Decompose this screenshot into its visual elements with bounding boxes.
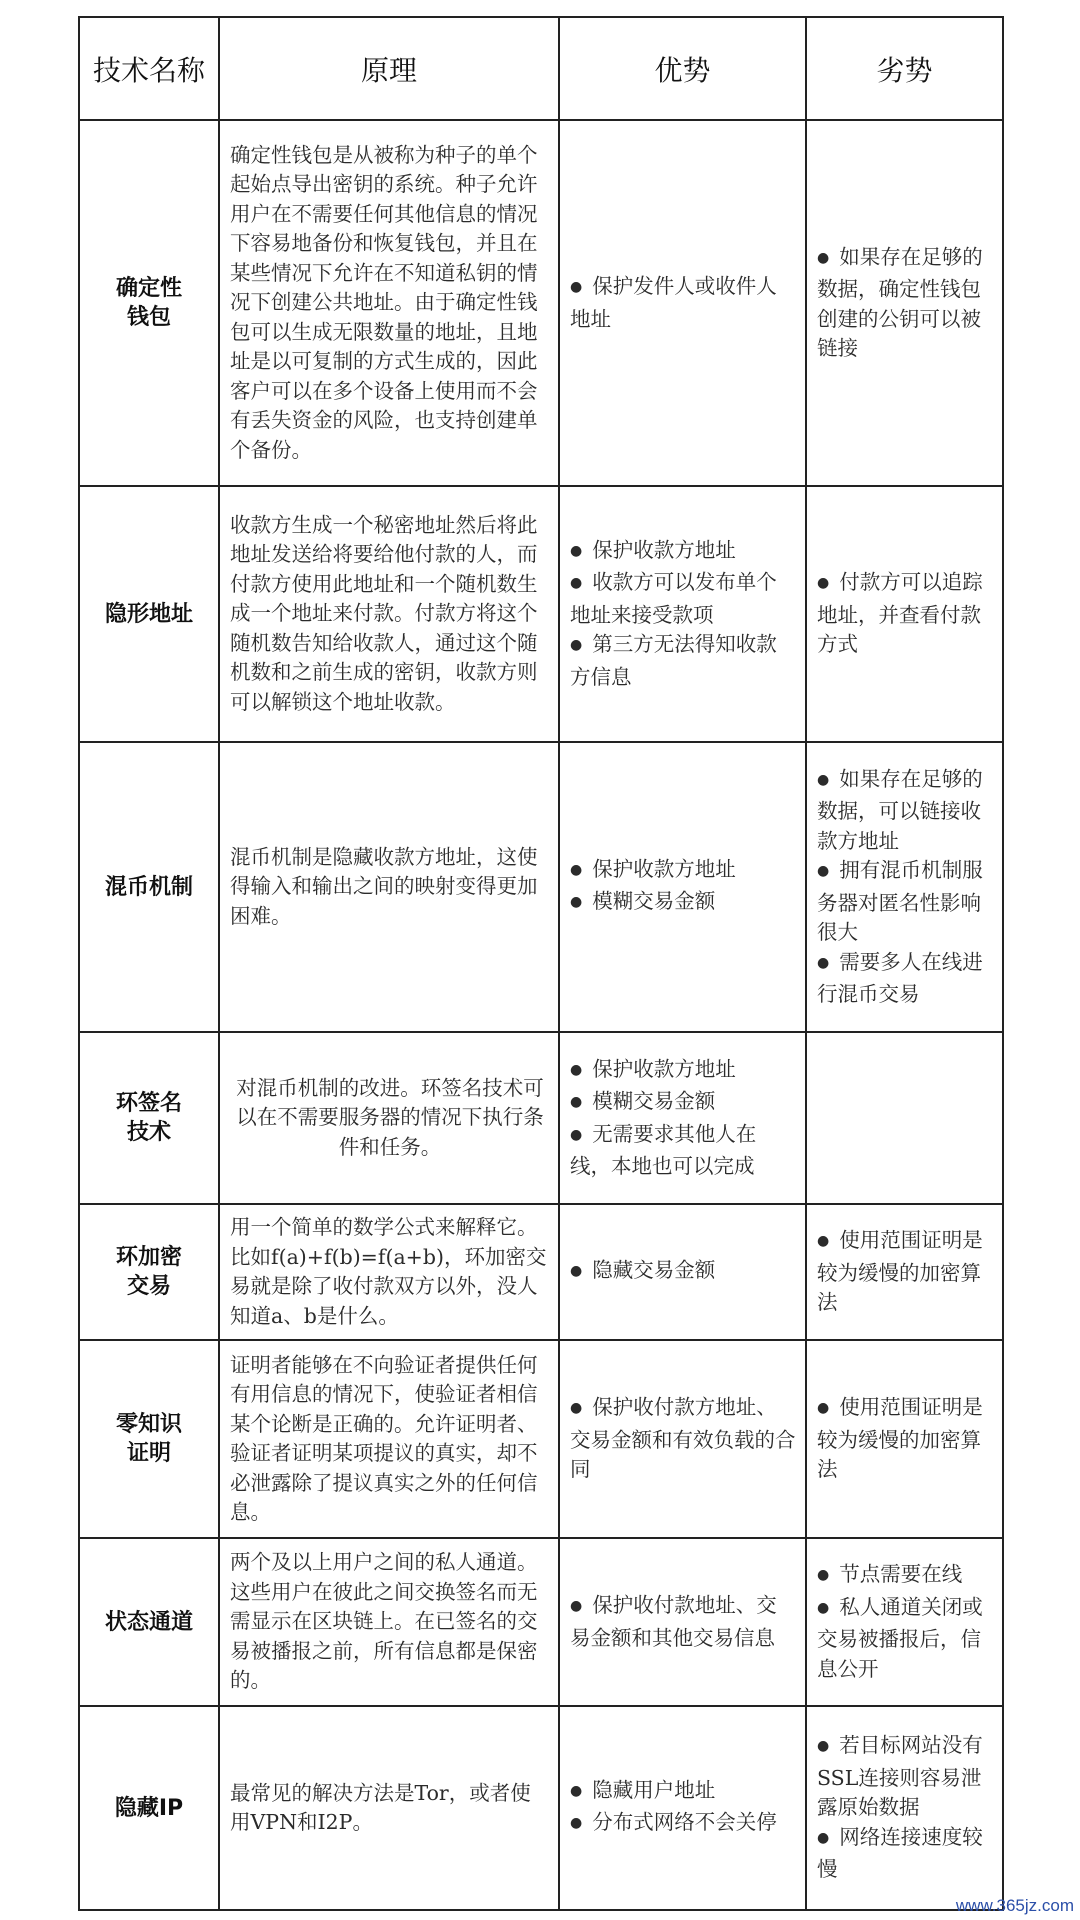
bullet-icon: ●: [817, 1567, 830, 1583]
tech-name-line: 交易: [126, 1274, 171, 1299]
list-item: [570, 568, 797, 630]
list-item-text: 隐藏用户地址: [592, 1777, 716, 1802]
list-item: [570, 855, 797, 888]
list-item: [570, 272, 797, 334]
disadvantages-list: [817, 1226, 994, 1318]
advantages-cell: [559, 120, 806, 486]
list-item-text: 如果存在足够的数据，可以链接收款方地址: [817, 766, 983, 853]
list-item: [817, 1560, 994, 1593]
list-item: [570, 1055, 797, 1088]
advantages-list: [570, 536, 797, 693]
disadvantages-list: [817, 1560, 994, 1684]
tech-name-cell: [79, 742, 219, 1032]
principle-cell: 最常见的解决方法是Tor，或者使用VPN和I2P。: [219, 1706, 559, 1910]
disadvantages-cell: [806, 486, 1003, 742]
advantages-list: [570, 1393, 797, 1485]
bullet-icon: ●: [570, 575, 583, 592]
table-row: [79, 1340, 1003, 1538]
list-item-text: 模糊交易金额: [592, 1089, 716, 1113]
list-item-text: 保护收付款方地址、交易金额和有效负载的合同: [570, 1395, 796, 1482]
advantages-list: [570, 1591, 797, 1653]
tech-name-line: 技术: [126, 1120, 171, 1145]
bullet-icon: ●: [570, 1126, 583, 1143]
disadvantages-cell: [806, 120, 1003, 486]
table-row: [79, 1204, 1003, 1340]
list-item: [817, 765, 994, 857]
header-principle: 原理: [219, 17, 559, 120]
advantages-cell: [559, 1204, 806, 1340]
bullet-icon: ●: [570, 1815, 583, 1831]
bullet-icon: ●: [570, 1262, 583, 1279]
header-advantages: 优势: [559, 17, 806, 120]
list-item-text: 拥有混币机制服务器对匿名性影响很大: [817, 858, 983, 944]
principle-cell: 用一个简单的数学公式来解释它。比如f(a)+f(b)=f(a+b)，环加密交易就是除了收付款双方以外，没人知道a、b是什么。: [219, 1204, 559, 1340]
tech-name-cell: [79, 1032, 219, 1204]
list-item: [570, 1808, 797, 1841]
list-item-text: 保护收款方地址: [592, 1056, 736, 1081]
bullet-icon: ●: [570, 1400, 583, 1417]
list-item-text: 收款方可以发布单个地址来接受款项: [570, 570, 777, 627]
list-item: [817, 1393, 994, 1485]
bullet-icon: ●: [570, 894, 583, 910]
bullet-icon: ●: [570, 637, 583, 654]
bullet-icon: ●: [570, 1094, 583, 1110]
advantages-cell: [559, 1032, 806, 1204]
bullet-icon: ●: [817, 1738, 830, 1755]
bullet-icon: ●: [817, 1599, 830, 1616]
list-item-text: 节点需要在线: [839, 1562, 963, 1586]
bullet-icon: ●: [817, 771, 830, 788]
list-item: [817, 1593, 994, 1685]
disadvantages-list: [817, 568, 994, 660]
principle-cell: 确定性钱包是从被称为种子的单个起始点导出密钥的系统。种子允许用户在不需要任何其他信息的情况下容易地备份和恢复钱包，并且在某些情况下允许在不知道私钥的情况下创建公共地址。由于确定性钱包可以生成无限数量的地址，且地址是以可复制的方式生成的，因此客户可以在多个设备上使用而不会有丢失资金的风险，也支持创建单个备份。: [219, 120, 559, 486]
disadvantages-cell: [806, 1538, 1003, 1706]
tech-name-cell: [79, 1538, 219, 1706]
bullet-icon: ●: [817, 863, 830, 879]
advantages-cell: [559, 742, 806, 1032]
list-item-text: 保护收款方地址: [592, 856, 736, 881]
disadvantages-list: [817, 765, 994, 1010]
tech-name-line: 隐形地址: [104, 601, 193, 627]
disadvantages-cell: [806, 1032, 1003, 1204]
advantages-cell: [559, 486, 806, 742]
privacy-tech-table: [78, 16, 1004, 1911]
bullet-icon: ●: [570, 279, 583, 295]
list-item: [817, 1731, 994, 1823]
table-row: [79, 486, 1003, 742]
table-row: [79, 1032, 1003, 1204]
bullet-icon: ●: [570, 1782, 583, 1799]
list-item-text: 模糊交易金额: [592, 889, 716, 913]
list-item-text: 分布式网络不会关停: [592, 1810, 777, 1834]
bullet-icon: ●: [817, 249, 830, 266]
disadvantages-list: [817, 1393, 994, 1485]
list-item: [570, 1120, 797, 1182]
table-row: [79, 1706, 1003, 1910]
comparison-document: [78, 16, 1002, 1911]
advantages-cell: [559, 1538, 806, 1706]
list-item: [817, 1823, 994, 1885]
list-item-text: 网络连接速度较慢: [817, 1824, 983, 1882]
table-row: [79, 742, 1003, 1032]
list-item-text: 隐藏交易金额: [592, 1257, 716, 1282]
advantages-list: [570, 1256, 797, 1289]
list-item-text: 第三方无法得知收款方信息: [570, 632, 777, 689]
tech-name-cell: [79, 1204, 219, 1340]
disadvantages-list: [817, 1731, 994, 1885]
list-item: [570, 536, 797, 569]
list-item: [817, 243, 994, 364]
advantages-list: [570, 855, 797, 920]
principle-cell: 混币机制是隐藏收款方地址，这使得输入和输出之间的映射变得更加困难。: [219, 742, 559, 1032]
principle-cell: 对混币机制的改进。环签名技术可以在不需要服务器的情况下执行条件和任务。: [219, 1032, 559, 1204]
table-header-row: [79, 17, 1003, 120]
tech-name-line: 证明: [126, 1441, 171, 1466]
advantages-list: [570, 1776, 797, 1841]
list-item-text: 付款方可以追踪地址，并查看付款方式: [817, 570, 983, 657]
list-item: [817, 948, 994, 1010]
list-item: [570, 1591, 797, 1653]
list-item: [570, 887, 797, 920]
tech-name-line: 环签名: [115, 1091, 182, 1116]
list-item-text: 使用范围证明是较为缓慢的加密算法: [817, 1395, 983, 1482]
bullet-icon: ●: [570, 542, 583, 559]
list-item: [817, 1226, 994, 1318]
bullet-icon: ●: [817, 1233, 830, 1250]
list-item-text: 私人通道关闭或交易被播报后，信息公开: [817, 1594, 983, 1681]
advantages-list: [570, 1055, 797, 1182]
bullet-icon: ●: [570, 861, 583, 878]
list-item-text: 保护收款方地址: [592, 537, 736, 562]
header-tech-name: 技术名称: [79, 17, 219, 120]
list-item-text: 若目标网站没有SSL连接则容易泄露原始数据: [817, 1733, 983, 1820]
tech-name-line: 钱包: [126, 305, 171, 330]
disadvantages-cell: [806, 1340, 1003, 1538]
tech-name-line: 混币机制: [104, 874, 193, 900]
list-item-text: 无需要求其他人在线，本地也可以完成: [570, 1121, 757, 1178]
tech-name-line: 隐藏IP: [114, 1795, 184, 1821]
tech-name-cell: [79, 1340, 219, 1538]
list-item: [570, 1256, 797, 1289]
list-item: [570, 1087, 797, 1120]
tech-name-cell: [79, 120, 219, 486]
bullet-icon: ●: [570, 1061, 583, 1078]
advantages-cell: [559, 1706, 806, 1910]
list-item: [570, 1393, 797, 1485]
bullet-icon: ●: [817, 1829, 830, 1846]
disadvantages-list: [817, 243, 994, 364]
bullet-icon: ●: [817, 575, 830, 592]
table-row: [79, 120, 1003, 486]
tech-name-line: 确定性: [115, 276, 182, 301]
tech-name-cell: [79, 1706, 219, 1910]
bullet-icon: ●: [817, 954, 830, 971]
principle-cell: 两个及以上用户之间的私人通道。这些用户在彼此之间交换签名而无需显示在区块链上。在已签名的交易被播报之前，所有信息都是保密的。: [219, 1538, 559, 1706]
tech-name-line: 状态通道: [104, 1609, 193, 1635]
list-item: [817, 856, 994, 948]
bullet-icon: ●: [570, 1598, 583, 1614]
disadvantages-cell: [806, 1204, 1003, 1340]
watermark: www.365jz.com: [955, 1896, 1074, 1915]
disadvantages-cell: [806, 1706, 1003, 1910]
tech-name-cell: [79, 486, 219, 742]
bullet-icon: ●: [817, 1400, 830, 1417]
principle-cell: 收款方生成一个秘密地址然后将此地址发送给将要给他付款的人，而付款方使用此地址和一个随机数生成一个地址来付款。付款方将这个随机数告知给收款人，通过这个随机数和之前生成的密钥，收款方则可以解锁这个地址收款。: [219, 486, 559, 742]
list-item-text: 保护收付款地址、交易金额和其他交易信息: [570, 1593, 777, 1650]
list-item-text: 保护发件人或收件人地址: [570, 274, 777, 331]
advantages-cell: [559, 1340, 806, 1538]
list-item-text: 如果存在足够的数据，确定性钱包创建的公钥可以被链接: [817, 244, 983, 360]
table-row: [79, 1538, 1003, 1706]
tech-name-line: 零知识: [115, 1412, 182, 1437]
disadvantages-cell: [806, 742, 1003, 1032]
advantages-list: [570, 272, 797, 334]
list-item: [570, 1776, 797, 1809]
tech-name-line: 环加密: [115, 1245, 182, 1270]
header-disadvantages: 劣势: [806, 17, 1003, 120]
principle-cell: 证明者能够在不向验证者提供任何有用信息的情况下，使验证者相信某个论断是正确的。允许证明者、验证者证明某项提议的真实，却不必泄露除了提议真实之外的任何信息。: [219, 1340, 559, 1538]
list-item: [817, 568, 994, 660]
list-item-text: 使用范围证明是较为缓慢的加密算法: [817, 1228, 983, 1315]
list-item: [570, 630, 797, 692]
list-item-text: 需要多人在线进行混币交易: [817, 949, 983, 1006]
